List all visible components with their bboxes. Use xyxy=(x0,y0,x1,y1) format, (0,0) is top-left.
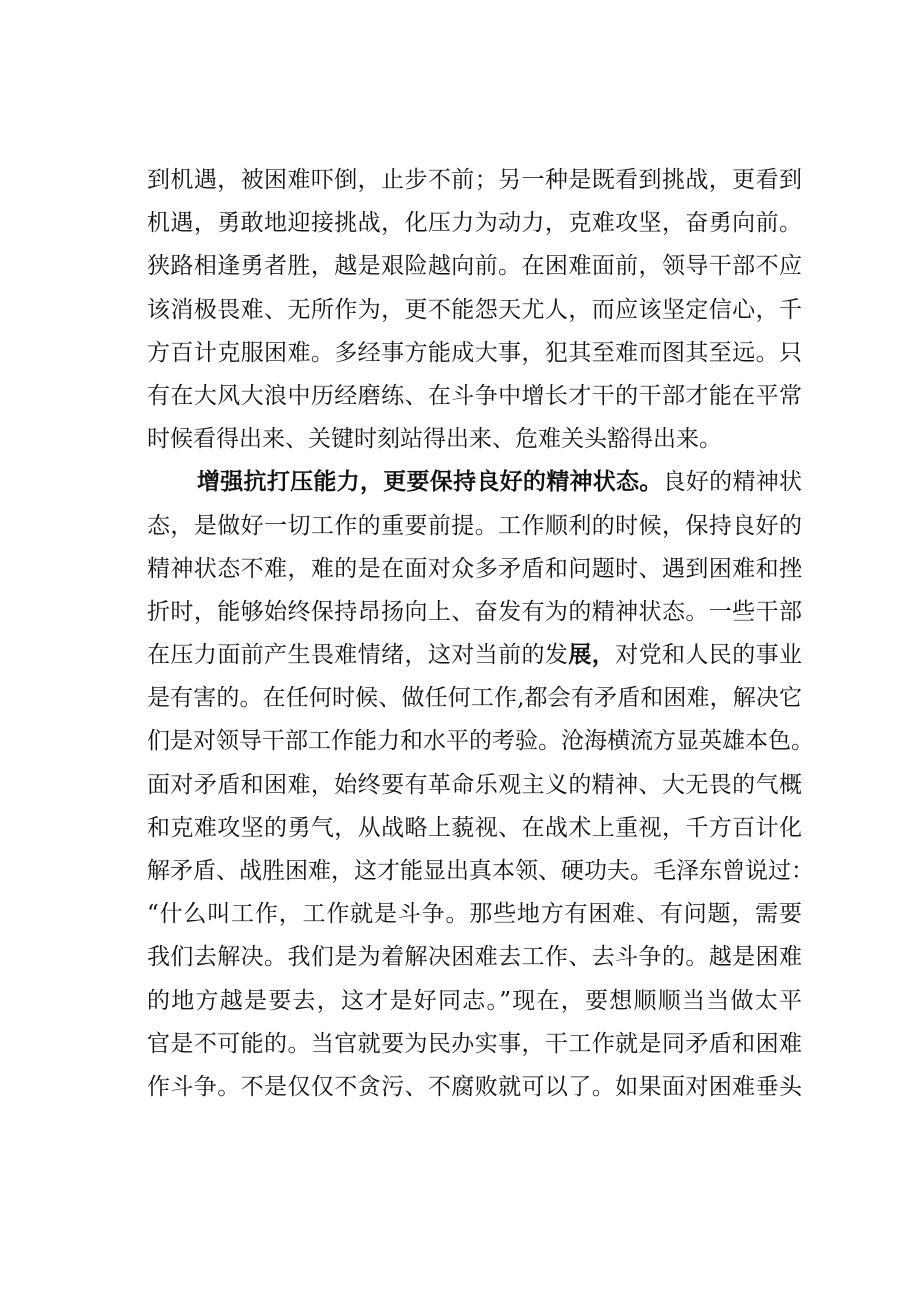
text-line: 解矛盾、战胜困难，这才能显出真本领、硬功夫。毛泽东曾说过： xyxy=(147,858,814,884)
paragraph-1 xyxy=(147,163,802,465)
text-line: 该消极畏难、无所作为，更不能怨天尤人，而应该坚定信心，千 xyxy=(147,296,802,323)
document-page xyxy=(147,163,814,1113)
text-line: 折时，能够始终保持昂扬向上、奋发有为的精神状态。一些干部 xyxy=(147,598,802,625)
paragraph-2 xyxy=(147,465,814,1113)
text-line: “什么叫工作，工作就是斗争。那些地方有困难、有问题，需要 xyxy=(147,901,802,928)
text-line: 我们去解决。我们是为着解决困难去工作、去斗争的。越是困难 xyxy=(147,944,802,971)
text-line: 们是对领导干部工作能力和水平的考验。沧海横流方显英雄本色。 xyxy=(147,728,814,755)
text-line: 态，是做好一切工作的重要前提。工作顺利的时候，保持良好的 xyxy=(147,512,802,539)
text-line: 精神状态不难，难的是在面对众多矛盾和问题时、遇到困难和挫 xyxy=(147,555,802,582)
text-line: 时候看得出来、关键时刻站得出来、危难关头豁得出来。 xyxy=(147,426,722,453)
text-line: 到机遇，被困难吓倒，止步不前；另一种是既看到挑战，更看到 xyxy=(147,167,802,193)
text-line xyxy=(147,465,802,508)
text-line xyxy=(147,638,802,681)
text-line: 方百计克服困难。多经事方能成大事，犯其至难而图其至远。只 xyxy=(147,339,802,366)
text-line: 作斗争。不是仅仅不贪污、不腐败就可以了。如果面对困难垂头 xyxy=(147,1073,802,1100)
text-span: 对党和人民的事业 xyxy=(615,642,803,669)
text-line: 的地方越是要去，这才是好同志。”现在，要想顺顺当当做太平 xyxy=(147,987,802,1014)
bold-span: 展， xyxy=(568,641,616,669)
text-line: 和克难攻坚的勇气，从战略上藐视、在战术上重视，千方百计化 xyxy=(147,814,802,841)
text-span: 在压力面前产生畏难情绪，这对当前的发 xyxy=(147,642,569,669)
paragraph-heading: 增强抗打压能力，更要保持良好的精神状态。 xyxy=(197,468,663,496)
text-line: 面对矛盾和困难，始终要有革命乐观主义的精神、大无畏的气概 xyxy=(147,771,802,798)
text-line: 官是不可能的。当官就要为民办实事，干工作就是同矛盾和困难 xyxy=(147,1030,802,1057)
text-span: 良好的精神状 xyxy=(662,469,803,496)
text-line: 是有害的。在任何时候、做任何工作,都会有矛盾和困难，解决它 xyxy=(147,685,802,712)
text-line: 有在大风大浪中历经磨练、在斗争中增长才干的干部才能在平常 xyxy=(147,382,802,409)
text-line: 机遇，勇敢地迎接挑战，化压力为动力，克难攻坚，奋勇向前。 xyxy=(147,210,802,237)
text-line: 狭路相逢勇者胜，越是艰险越向前。在困难面前，领导干部不应 xyxy=(147,253,802,280)
